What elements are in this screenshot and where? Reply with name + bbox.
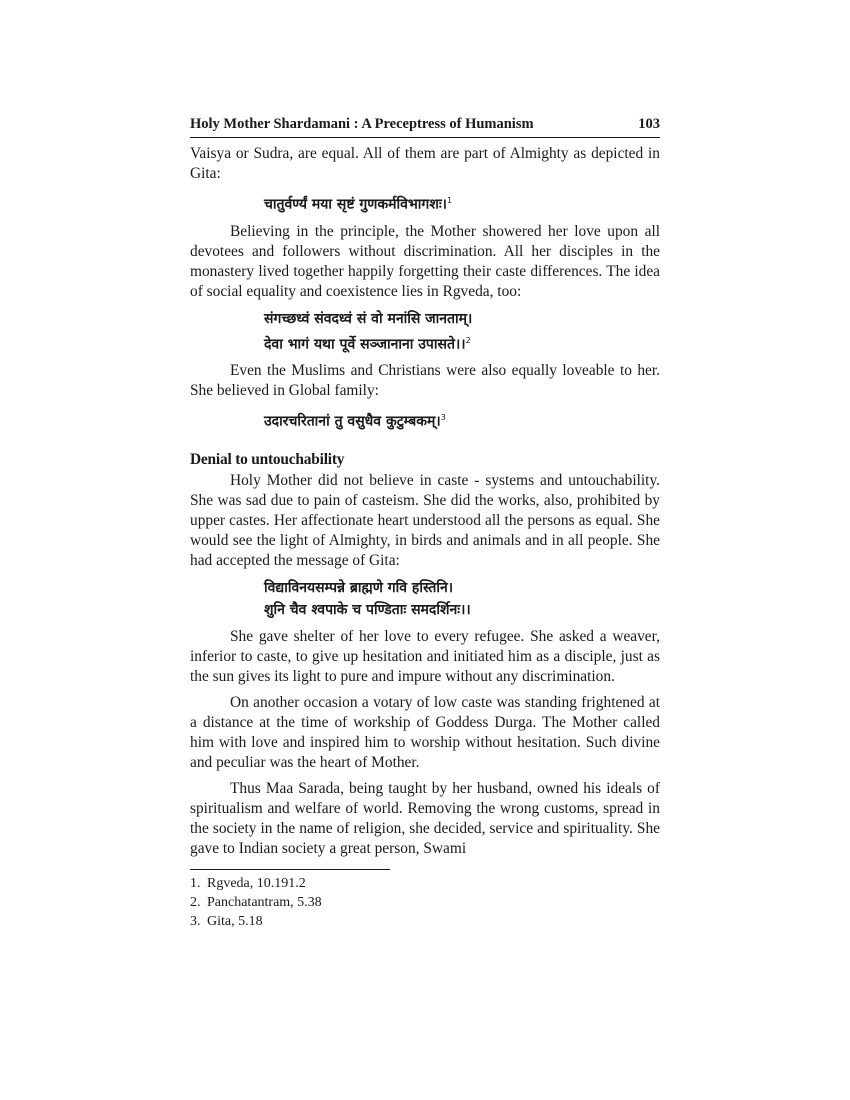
paragraph-3: Even the Muslims and Christians were also equally loveable to her. She believed in Global family: xyxy=(190,362,660,400)
verse-1 xyxy=(264,190,660,216)
verse-3-line-1: उदारचरितानां तु वसुधैव कुटुम्बकम्। xyxy=(264,413,441,430)
verse-3 xyxy=(264,407,660,433)
footnote-ref-2: 2 xyxy=(465,335,471,345)
footnote-divider xyxy=(190,869,390,870)
verse-2 xyxy=(264,308,660,356)
footnote-3: 3. Gita, 5.18 xyxy=(190,913,263,929)
verse-4-line-1: विद्याविनयसम्पन्ने ब्राह्मणे गवि हस्तिनि। xyxy=(264,579,454,596)
footnote-1: 1. Rgveda, 10.191.2 xyxy=(190,875,306,891)
running-title: Holy Mother Shardamani : A Preceptress of Humanism xyxy=(190,116,534,132)
footnotes xyxy=(190,874,660,931)
footnote-2: 2. Panchatantram, 5.38 xyxy=(190,894,322,910)
running-header xyxy=(190,116,660,138)
footnote-ref-1: 1 xyxy=(446,196,453,205)
paragraph-1: Vaisya or Sudra, are equal. All of them are part of Almighty as depicted in Gita: xyxy=(190,145,660,182)
paragraph-7: Thus Maa Sarada, being taught by her husband, owned his ideals of spiritualism and welfare of world. Removing the wrong customs, spread in the society in the name of religion, she decided, service and spirituality. She gave to Indian society a great person, Swami xyxy=(190,779,660,857)
paragraph-6: On another occasion a votary of low caste was standing frightened at a distance at the time of workship of Goddess Durga. The Mother called him with love and inspired him to worship without hesitation. Such divine and peculiar was the heart of Mother. xyxy=(190,693,660,771)
paragraph-4: Holy Mother did not believe in caste - systems and untouchability. She was sad due to pain of casteism. She did the works, also, prohibited by upper castes. Her affectionate heart understood all the persons as equal. She would see the light of Almighty, in birds and animals and in all people. She had accepted the message of Gita: xyxy=(190,471,660,569)
paragraph-2: Believing in the principle, the Mother showered her love upon all devotees and followers without discrimination. All her disciples in the monastery lived together happily forgetting their caste differences. The idea of social equality and coexistence lies in Rgveda, too: xyxy=(190,222,660,300)
verse-4 xyxy=(264,577,660,621)
section-heading: Denial to untouchability xyxy=(190,450,345,468)
verse-4-line-2: शुनि चैव श्वपाके च पण्डिताः समदर्शिनः।। xyxy=(264,601,471,618)
verse-2-line-2: देवा भागं यथा पूर्वे सञ्जानाना उपासते।।$^2$ xyxy=(264,335,471,353)
verse-2-line-1: संगच्छध्वं संवदध्वं सं वो मनांसि जानताम्। xyxy=(264,310,473,327)
document-page xyxy=(190,116,660,931)
verse-1-line-1: चातुर्वर्ण्यं मया सृष्टं गुणकर्मविभागशः। xyxy=(264,196,447,213)
page-number: 103 xyxy=(638,116,660,132)
footnote-ref-3: 3 xyxy=(440,413,446,423)
paragraph-5: She gave shelter of her love to every refugee. She asked a weaver, inferior to caste, to give up hesitation and initiated him as a disciple, just as the sun gives its light to pure and impure without any discrimination. xyxy=(190,627,660,685)
